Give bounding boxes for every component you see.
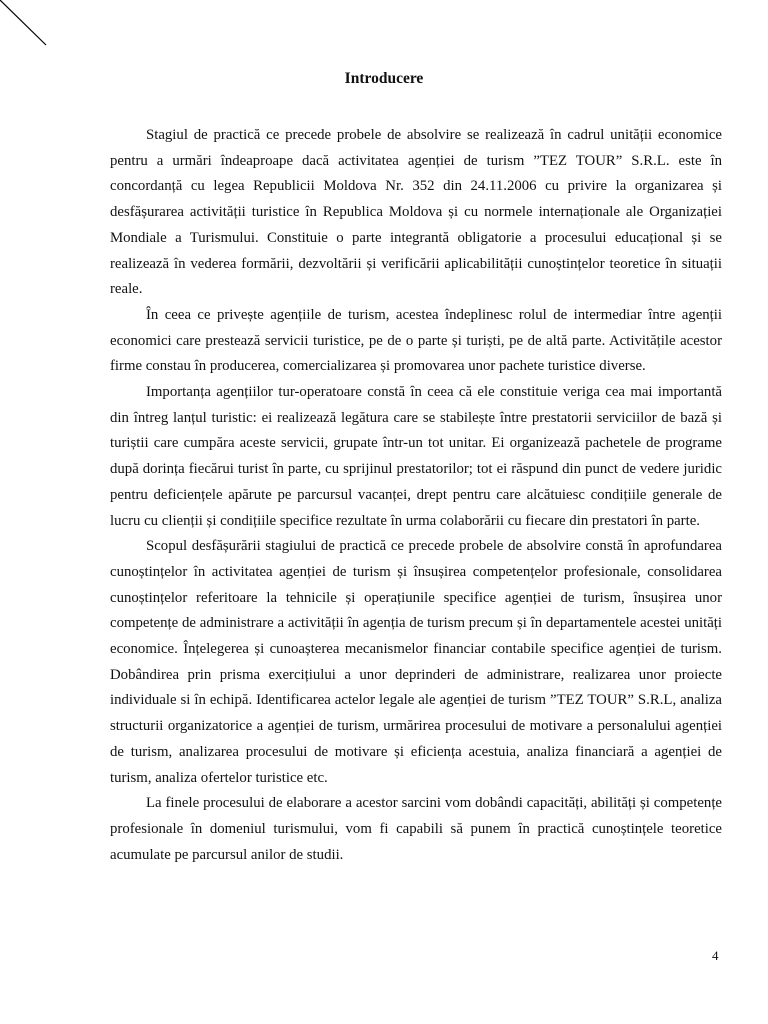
paragraph-3: Importanța agențiilor tur-operatoare constă în ceea că ele constituie veriga cea mai importantă din întreg lanțul turistic: ei realizează legătura care se stabilește între prestatorii serviciilor de bază și turiștii care cumpăra aceste servicii, grupate într-un tot unitar. Ei organizează pachetele de programe după dorința fiecărui turist în parte, cu sprijinul prestatorilor; tot ei răspund din punct de vedere juridic pentru deficiențele apărute pe parcursul vacanței, drept pentru care alcătuiesc condițiile generale de lucru cu clienții și condițiile specifice rezultate în urma colaborării cu fiecare din prestatori în parte. [110, 384, 722, 529]
page-corner-mark [0, 0, 60, 60]
document-body [110, 123, 722, 868]
page-title: Introducere [344, 70, 424, 87]
paragraph-5: La finele procesului de elaborare a acestor sarcini vom dobândi capacități, abilități și competențe profesionale în domeniul turismului, vom fi capabili să punem în practică cunoștințele teoretice acumulate pe parcursul anilor de studii. [110, 795, 722, 863]
page-number: 4 [712, 948, 719, 963]
paragraph-1: Stagiul de practică ce precede probele de absolvire se realizează în cadrul unității economice pentru a urmări îndeaproape dacă activitatea agenției de turism ”TEZ TOUR” S.R.L. este în concordanță cu legea Republicii Moldova Nr. 352 din 24.11.2006 cu privire la organizarea și desfășurarea activității turistice în Republica Moldova și cu normele internaționale ale Organizației Mondiale a Turismului. Constituie o parte integrantă obligatorie a procesului educațional și se realizează în vederea formării, dezvoltării și verificării aplicabilității cunoștințelor teoretice în situații reale. [110, 127, 722, 298]
paragraph-2: În ceea ce privește agențiile de turism, acestea îndeplinesc rolul de intermediar între agenții economici care prestează servicii turistice, pe de o parte și turiști, pe de altă parte. Activitățile acestor firme constau în producerea, comercializarea și promovarea unor pachete turistice diverse. [110, 306, 722, 375]
paragraph-4: Scopul desfășurării stagiului de practică ce precede probele de absolvire constă în aprofundarea cunoștințelor în activitatea agenției de turism și însușirea competențelor profesionale, consolidarea cunoștințelor referitoare la tehnicile și operațiunile specifice agenției de turism, însușirea unor competențe de administrare a activității în agenția de turism precum și în departamentele acestei unități economice. Înțelegerea și cunoașterea mecanismelor financiar contabile specifice agenției de turism. Dobândirea prin prisma exercițiului a unor deprinderi de administrare, realizarea unor proiecte individuale si în echipă. Identificarea actelor legale ale agenției de turism ”TEZ TOUR” S.R.L, analiza structurii organizatorice a agenției de turism, urmărirea procesului de motivare a personalului agenției de turism, analizarea procesului de motivare și eficiența acestuia, analiza financiară a agenției de turism, analiza ofertelor turistice etc. [110, 538, 722, 786]
